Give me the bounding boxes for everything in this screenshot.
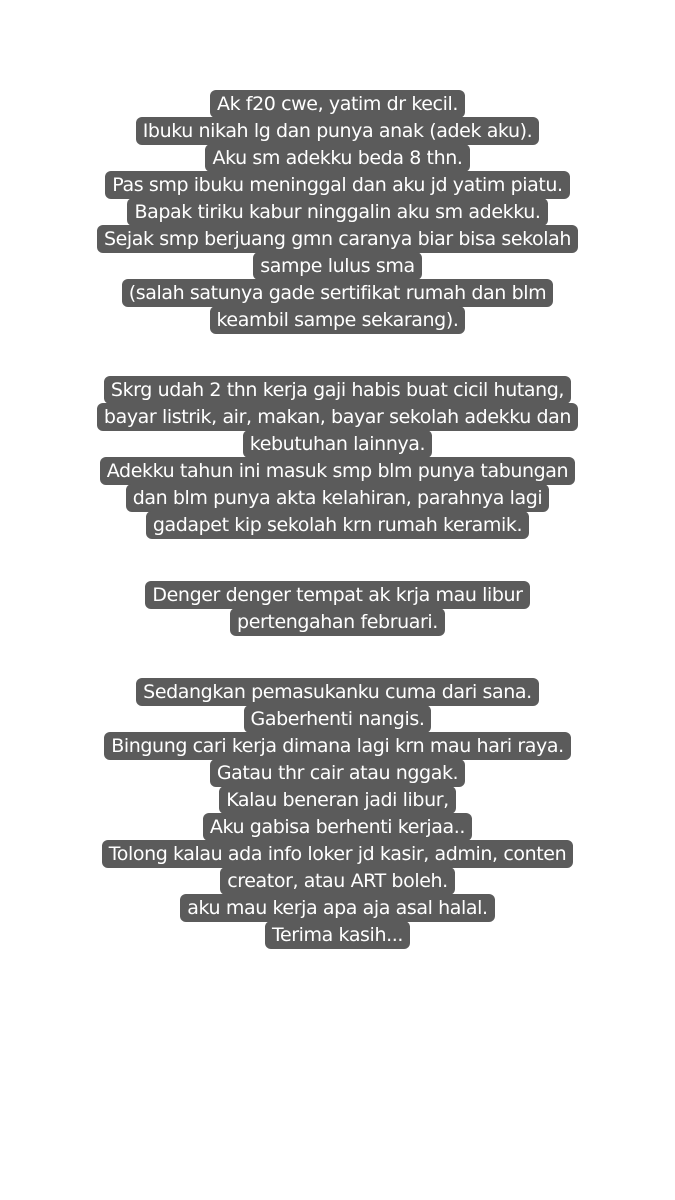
text-line: Denger denger tempat ak krja mau libur — [145, 581, 529, 609]
text-line: Aku gabisa berhenti kerjaa.. — [203, 813, 472, 841]
text-line: Pas smp ibuku meninggal dan aku jd yatim piatu. — [105, 171, 569, 199]
text-line: Gaberhenti nangis. — [244, 705, 432, 733]
text-line: kebutuhan lainnya. — [243, 430, 432, 458]
text-line: bayar listrik, air, makan, bayar sekolah adekku dan — [97, 403, 578, 431]
text-line: Tolong kalau ada info loker jd kasir, admin, conten — [102, 840, 573, 868]
text-line: gadapet kip sekolah krn rumah keramik. — [146, 511, 529, 539]
text-line: Adekku tahun ini masuk smp blm punya tabungan — [100, 457, 575, 485]
text-line: Ibuku nikah lg dan punya anak (adek aku). — [136, 117, 540, 145]
paragraph-3 — [145, 581, 529, 636]
text-line: Bingung cari kerja dimana lagi krn mau hari raya. — [104, 732, 571, 760]
text-line: Skrg udah 2 thn kerja gaji habis buat cicil hutang, — [104, 376, 571, 404]
paragraph-2 — [97, 376, 578, 539]
text-line: dan blm punya akta kelahiran, parahnya lagi — [126, 484, 550, 512]
text-line: Aku sm adekku beda 8 thn. — [205, 144, 469, 172]
paragraph-4 — [102, 678, 573, 949]
text-line: pertengahan februari. — [230, 608, 445, 636]
text-line: Sedangkan pemasukanku cuma dari sana. — [136, 678, 539, 706]
text-line: keambil sampe sekarang). — [210, 306, 466, 334]
text-line: aku mau kerja apa aja asal halal. — [180, 894, 494, 922]
text-line: Bapak tiriku kabur ninggalin aku sm adekku. — [127, 198, 547, 226]
text-line: (salah satunya gade sertifikat rumah dan blm — [122, 279, 553, 307]
text-line: Ak f20 cwe, yatim dr kecil. — [210, 90, 465, 118]
text-line: sampe lulus sma — [253, 252, 421, 280]
text-line: Terima kasih... — [265, 921, 410, 949]
paragraph-1 — [97, 90, 578, 334]
text-line: Kalau beneran jadi libur, — [219, 786, 456, 814]
text-line: Gatau thr cair atau nggak. — [210, 759, 465, 787]
text-line: creator, atau ART boleh. — [220, 867, 455, 895]
story-text-block — [0, 90, 675, 949]
text-line: Sejak smp berjuang gmn caranya biar bisa sekolah — [97, 225, 578, 253]
